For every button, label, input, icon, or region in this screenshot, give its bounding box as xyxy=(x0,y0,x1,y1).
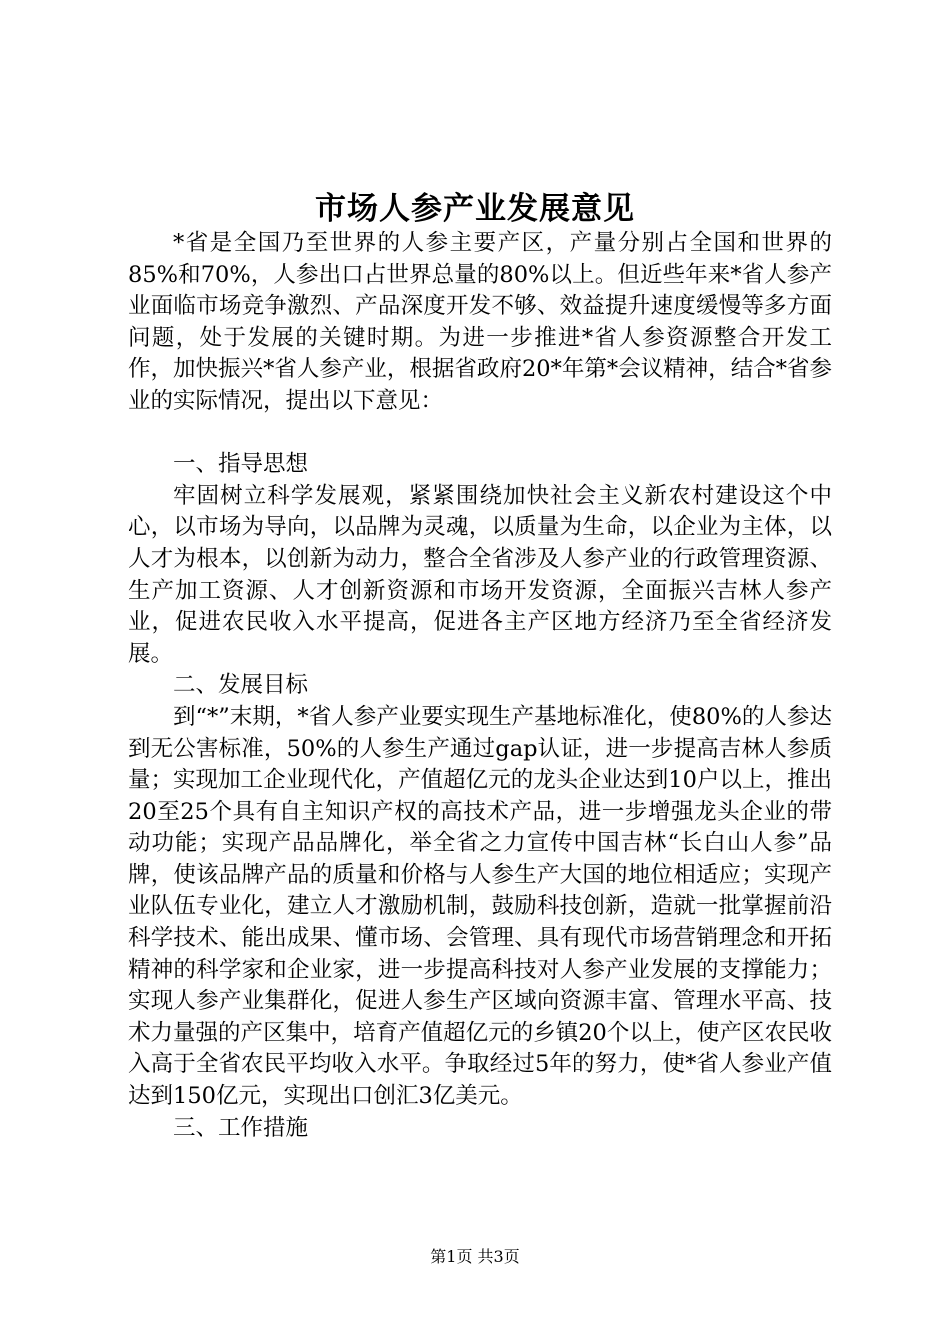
intro-paragraph: *省是全国乃至世界的人参主要产区，产量分别占全国和世界的85%和70%，人参出口占世界总量的80%以上。但近些年来*省人参产业面临市场竞争激烈、产品深度开发不够、效益提升速度缓慢等多方面问题，处于发展的关键时期。为进一步推进*省人参资源整合开发工作，加快振兴*省人参产业，根据省政府20*年第*会议精神，结合*省参业的实际情况，提出以下意见： xyxy=(128,230,832,414)
section-heading-work-measures: 三、工作措施 xyxy=(173,1114,309,1141)
section-text-development-goals: 到“*”末期，*省人参产业要实现生产基地标准化，使80%的人参达到无公害标准，50%的人参生产通过gap认证，进一步提高吉林人参质量；实现加工企业现代化，产值超亿元的龙头企业达到10户以上，推出20至25个具有自主知识产权的高技术产品，进一步增强龙头企业的带动功能；实现产品品牌化，举全省之力宣传中国吉林“长白山人参”品牌，使该品牌产品的质量和价格与人参生产大国的地位相适应；实现产业队伍专业化，建立人才激励机制，鼓励科技创新，造就一批掌握前沿科学技术、能出成果、懂市场、会管理、具有现代市场营销理念和开拓精神的科学家和企业家，进一步提高科技对人参产业发展的支撑能力；实现人参产业集群化，促进人参生产区域向资源丰富、管理水平高、技术力量强的产区集中，培育产值超亿元的乡镇20个以上，使产区农民收入高于全省农民平均收入水平。争取经过5年的努力，使*省人参业产值达到150亿元，实现出口创汇3亿美元。 xyxy=(128,703,832,1110)
section-heading-development-goals: 二、发展目标 xyxy=(173,672,309,699)
document-title: 市场人参产业发展意见 xyxy=(315,191,635,227)
page-footer: 第1页 共3页 xyxy=(430,1247,520,1266)
document-body xyxy=(128,228,832,1144)
section-heading-guiding-ideology: 一、指导思想 xyxy=(173,451,309,478)
section-text-guiding-ideology: 牢固树立科学发展观，紧紧围绕加快社会主义新农村建设这个中心，以市场为导向，以品牌为灵魂，以质量为生命，以企业为主体，以人才为根本，以创新为动力，整合全省涉及人参产业的行政管理资源、生产加工资源、人才创新资源和市场开发资源，全面振兴吉林人参产业，促进农民收入水平提高，促进各主产区地方经济乃至全省经济发展。 xyxy=(128,482,832,667)
paragraph-spacer xyxy=(128,418,832,450)
